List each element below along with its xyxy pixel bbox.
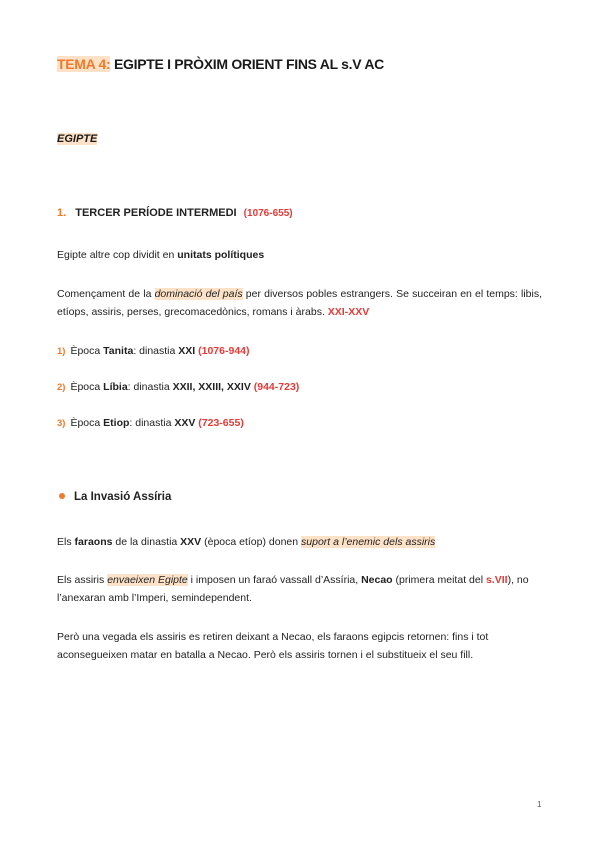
item-name: Etiop — [103, 417, 130, 429]
section-number: 1. — [57, 207, 67, 219]
bullet-heading — [57, 491, 542, 503]
list-number: 1) — [57, 346, 66, 357]
list-item — [57, 417, 542, 429]
subtitle-text: EGIPTE — [57, 133, 98, 145]
page-title — [57, 56, 542, 72]
p3-b: faraons — [74, 536, 113, 548]
item-name: Tanita — [103, 345, 134, 357]
p4-highlight: envaeixen Egipte — [107, 574, 188, 586]
paragraph-4 — [57, 571, 542, 607]
p3-c: de la dinastia — [112, 536, 181, 548]
p3-highlight: suport a l’enemic dels assiris — [301, 536, 436, 548]
p1-bold: unitats polítiques — [177, 249, 265, 261]
list-number: 2) — [57, 382, 66, 393]
page-number: 1 — [537, 800, 542, 809]
item-mid: : dinastia — [129, 417, 175, 429]
p3-e: (època etíop) donen — [201, 536, 302, 548]
item-pre: Època — [70, 345, 104, 357]
p3-d: XXV — [180, 536, 202, 548]
paragraph-5: Però una vegada els assiris es retiren deixant a Necao, els faraons egipcis retornen: fins i tot aconsegueixen matar en batalla a Necao. Però els assiris tornen i el substitueix el seu fill. — [57, 631, 489, 661]
item-mid: : dinastia — [127, 381, 173, 393]
p4-c: (primera meitat del — [392, 574, 486, 586]
section-dates: (1076-655) — [243, 208, 293, 219]
p2-before: Començament de la — [57, 288, 155, 300]
p1-text: Egipte altre cop dividit en — [57, 249, 178, 261]
section-heading — [57, 207, 542, 219]
p3-a: Els — [57, 536, 75, 548]
p4-d: ), no l’anexaran amb l’Imperi, semindependent. — [57, 574, 529, 604]
title-text: EGIPTE I PRÒXIM ORIENT FINS AL s.V AC — [113, 56, 384, 72]
p4-bold: Necao — [361, 574, 393, 586]
p2-after: per diversos pobles estrangers. Se succeiran en el temps: libis, etíops, assiris, perses, grecomacedònics, romans i àrabs. — [57, 288, 543, 318]
item-dates: (723-655) — [198, 417, 244, 429]
item-name: Líbia — [103, 381, 128, 393]
list-item — [57, 345, 542, 357]
item-dynasty: XXII, XXIII, XXIV — [172, 381, 251, 393]
bullet-heading-text: La Invasió Assíria — [74, 491, 172, 503]
item-pre: Època — [70, 417, 104, 429]
list-item — [57, 381, 542, 393]
item-dynasty: XXV — [174, 417, 196, 429]
p4-b: i imposen un faraó vassall d’Assíria, — [187, 574, 362, 586]
title-label: TEMA 4: — [57, 56, 111, 72]
p2-highlight: dominació del país — [154, 288, 243, 300]
item-dates: (944-723) — [253, 381, 300, 393]
section-subtitle — [57, 133, 542, 145]
bullet-dot-icon — [59, 493, 65, 499]
paragraph-1 — [57, 246, 542, 264]
paragraph-3 — [57, 533, 542, 551]
p4-red: s.VII — [485, 574, 508, 586]
item-pre: Època — [70, 381, 104, 393]
item-dates: (1076-944) — [198, 345, 250, 357]
list-number: 3) — [57, 418, 66, 429]
item-dynasty: XXI — [178, 345, 196, 357]
section-heading-text: TERCER PERÍODE INTERMEDI — [75, 207, 237, 219]
paragraph-2 — [57, 285, 542, 321]
p2-red: XXI-XXV — [327, 306, 370, 318]
item-mid: : dinastia — [133, 345, 179, 357]
p4-a: Els assiris — [57, 574, 108, 586]
